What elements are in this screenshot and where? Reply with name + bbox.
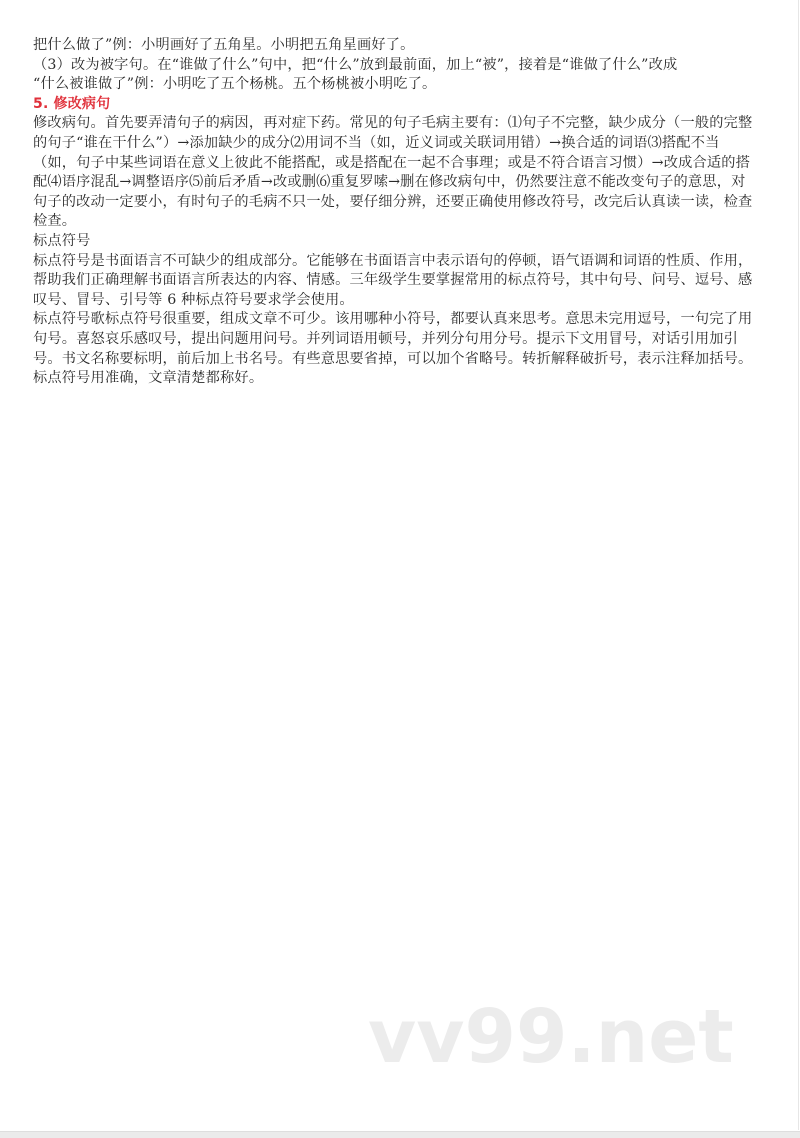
text-line: 标点符号是书面语言不可缺少的组成部分。它能够在书面语言中表示语句的停顿，语气语调和词语的性质、作用， [33,252,753,269]
text-line: 检查。 [33,213,77,230]
watermark: vv99.net [368,994,734,1080]
section-heading-fix-sentences: 5. 修改病句 [33,95,111,112]
text-line: 帮助我们正确理解书面语言所表达的内容、情感。三年级学生要掌握常用的标点符号，其中句号、问号、逗号、感 [33,272,753,289]
text-line: 句子的改动一定要小，有时句子的毛病不只一处，要仔细分辨，还要正确使用修改符号，改完后认真读一读，检查 [33,193,753,210]
text-line: 的句子“谁在干什么”）→添加缺少的成分⑵用词不当（如，近义词或关联词用错）→换合适的词语⑶搭配不当 [33,134,720,151]
text-line: 把什么做了”例：小明画好了五角星。小明把五角星画好了。 [33,37,415,53]
text-line: 修改病句。首先要弄清句子的病因，再对症下药。常见的句子毛病主要有：⑴句子不完整，缺少成分（一般的完整 [33,115,753,132]
text-line: 叹号、冒号、引号等 6 种标点符号要求学会使用。 [33,291,354,308]
text-line: （如，句子中某些词语在意义上彼此不能搭配，或是搭配在一起不合事理；或是不符合语言习惯）→改成合适的搭 [33,154,751,171]
text-line: （3）改为被字句。在“谁做了什么”句中，把“什么”放到最前面，加上“被”，接着是“谁做了什么”改成 [33,56,678,73]
text-line: 号。书文名称要标明，前后加上书名号。有些意思要省掉，可以加个省略号。转折解释破折号，表示注释加括号。 [33,350,753,367]
text-line: 标点符号歌标点符号很重要，组成文章不可少。该用哪种小符号，都要认真来思考。意思未完用逗号，一句完了用 [33,311,753,328]
text-line: 配⑷语序混乱→调整语序⑸前后矛盾→改或删⑹重复罗嗦→删在修改病句中，仍然要注意不能改变句子的意思，对 [33,174,746,191]
text-line: 句号。喜怒哀乐感叹号，提出问题用问号。并列词语用顿号，并列分句用分号。提示下文用冒号，对话引用加引 [33,330,738,347]
document-content [33,36,773,389]
text-line: 标点符号用准确，文章清楚都称好。 [33,370,264,387]
subsection-title-punctuation: 标点符号 [33,232,91,249]
text-line: “什么被谁做了”例：小明吃了五个杨桃。五个杨桃被小明吃了。 [33,76,437,93]
